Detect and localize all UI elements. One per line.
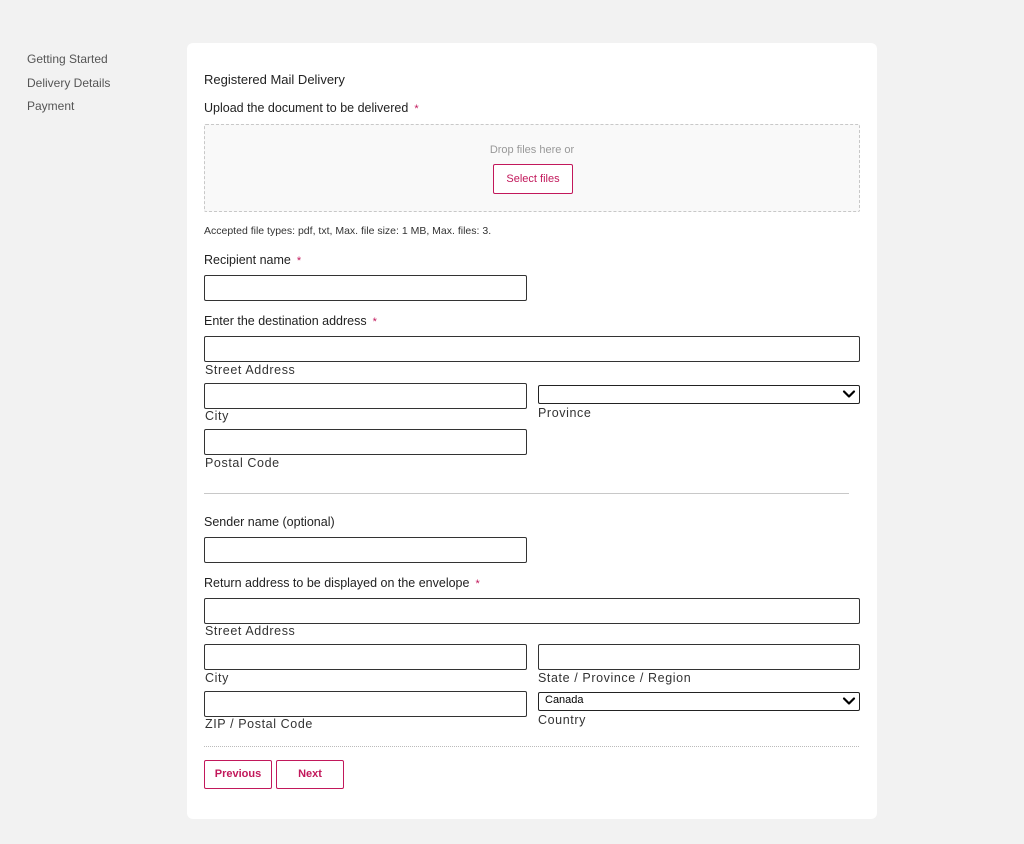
next-button[interactable]: Next — [276, 760, 344, 789]
destination-address-label-text: Enter the destination address — [204, 314, 367, 328]
form-card — [187, 43, 877, 819]
country-select[interactable] — [538, 692, 860, 711]
sender-name-input[interactable] — [204, 537, 527, 563]
return-city-sublabel: City — [205, 671, 229, 685]
destination-street-input[interactable] — [204, 336, 860, 362]
sidebar-item-payment[interactable]: Payment — [27, 99, 75, 113]
province-sublabel: Province — [538, 406, 592, 420]
country-sublabel: Country — [538, 713, 586, 727]
sidebar-item-delivery-details[interactable]: Delivery Details — [27, 75, 111, 90]
return-zip-input[interactable] — [204, 691, 527, 717]
destination-city-input[interactable] — [204, 383, 527, 409]
return-address-label-text: Return address to be displayed on the envelope — [204, 576, 470, 590]
accepted-file-types-hint: Accepted file types: pdf, txt, Max. file size: 1 MB, Max. files: 3. — [204, 225, 492, 237]
chevron-down-icon — [842, 694, 856, 708]
destination-city-sublabel: City — [205, 409, 229, 423]
previous-button[interactable]: Previous — [204, 760, 272, 789]
drop-files-text: Drop files here or — [489, 144, 575, 156]
destination-postal-code-input[interactable] — [204, 429, 527, 455]
footer-divider — [204, 746, 859, 747]
required-mark: * — [372, 316, 377, 328]
select-files-button[interactable]: Select files — [493, 164, 573, 194]
return-state-sublabel: State / Province / Region — [538, 671, 692, 685]
upload-label-text: Upload the document to be delivered — [204, 101, 409, 115]
return-zip-sublabel: ZIP / Postal Code — [205, 717, 313, 731]
recipient-label — [204, 253, 301, 267]
upload-label — [204, 101, 419, 115]
return-address-label — [204, 576, 480, 590]
return-city-input[interactable] — [204, 644, 527, 670]
section-divider — [204, 493, 849, 494]
recipient-name-input[interactable] — [204, 275, 527, 301]
sender-name-label: Sender name (optional) — [204, 515, 335, 529]
destination-address-label — [204, 314, 377, 328]
recipient-label-text: Recipient name — [204, 253, 291, 267]
required-mark: * — [414, 103, 419, 115]
return-street-input[interactable] — [204, 598, 860, 624]
province-select[interactable] — [538, 385, 860, 404]
required-mark: * — [475, 578, 480, 590]
return-state-input[interactable] — [538, 644, 860, 670]
form-title: Registered Mail Delivery — [204, 72, 345, 87]
return-street-sublabel: Street Address — [205, 624, 296, 638]
sidebar-nav — [27, 50, 110, 121]
required-mark: * — [296, 255, 302, 267]
file-dropzone[interactable] — [204, 124, 860, 212]
country-select-value: Canada — [545, 694, 584, 706]
destination-postal-code-sublabel: Postal Code — [205, 456, 280, 470]
sidebar-item-getting-started[interactable]: Getting Started — [27, 52, 108, 66]
chevron-down-icon — [842, 387, 856, 401]
destination-street-sublabel: Street Address — [205, 363, 296, 377]
